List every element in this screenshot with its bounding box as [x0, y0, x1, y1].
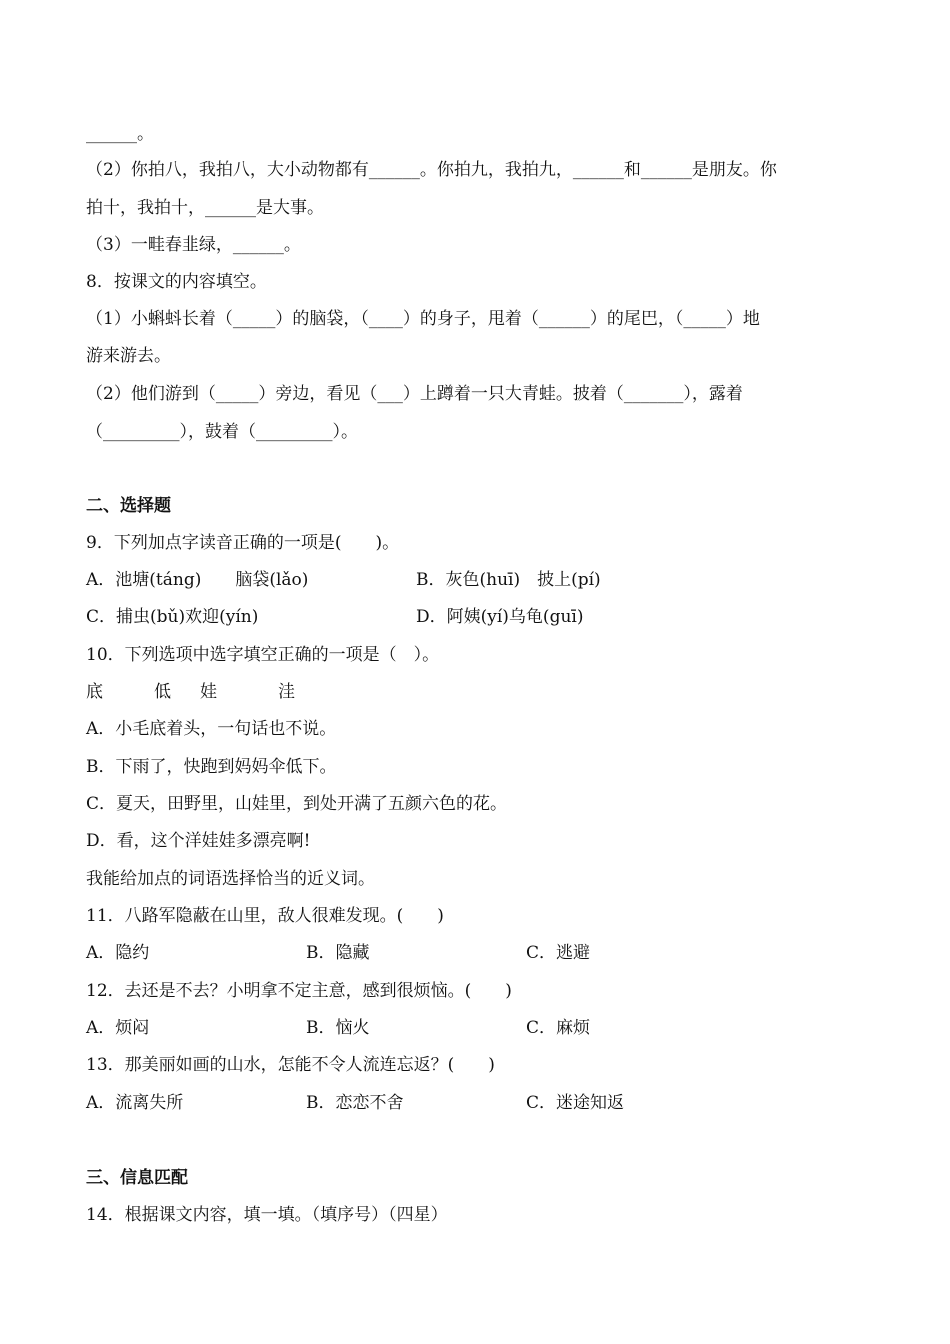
option-c[interactable]: C．捕虫(bǔ)欢迎(yín) — [86, 607, 259, 627]
options-row — [86, 605, 866, 629]
text-line: ______。 — [86, 124, 154, 144]
option-c[interactable]: C．夏天，田野里，山娃里，到处开满了五颜六色的花。 — [86, 794, 508, 814]
text-line: （_________），鼓着（_________）。 — [86, 422, 358, 442]
question-stem: 13．那美丽如画的山水，怎能不令人流连忘返？( ) — [86, 1055, 495, 1075]
options-row — [86, 1016, 786, 1040]
option-b[interactable]: B．下雨了，快跑到妈妈伞低下。 — [86, 757, 337, 777]
option-a[interactable]: A．流离失所 — [86, 1093, 184, 1113]
text-line: 拍十，我拍十，______是大事。 — [86, 198, 324, 218]
option-a[interactable]: A．隐约 — [86, 943, 150, 963]
instruction-text: 我能给加点的词语选择恰当的近义词。 — [86, 869, 375, 889]
option-c[interactable]: C．逃避 — [526, 943, 591, 963]
option-b[interactable]: B．隐藏 — [306, 943, 370, 963]
option-b[interactable]: B．灰色(huī) 披上(pí) — [416, 570, 601, 590]
char-item: 洼 — [278, 682, 295, 702]
question-stem: 10．下列选项中选字填空正确的一项是（ ）。 — [86, 645, 440, 665]
option-b[interactable]: B．恼火 — [306, 1018, 370, 1038]
option-a[interactable]: A．池塘(táng) 脑袋(lǎo) — [86, 570, 309, 590]
question-stem: 11．八路军隐蔽在山里，敌人很难发现。( ) — [86, 906, 444, 926]
text-line: （2）他们游到（_____）旁边，看见（___）上蹲着一只大青蛙。披着（_______），露着 — [86, 384, 743, 404]
text-line: 游来游去。 — [86, 346, 171, 366]
character-set — [86, 680, 386, 704]
option-d[interactable]: D．看，这个洋娃娃多漂亮啊! — [86, 831, 311, 851]
options-row — [86, 568, 866, 592]
option-c[interactable]: C．迷途知返 — [526, 1093, 625, 1113]
question-stem: 12．去还是不去？小明拿不定主意，感到很烦恼。( ) — [86, 981, 512, 1001]
section-title: 二、选择题 — [86, 496, 171, 516]
char-item: 娃 — [200, 682, 217, 702]
options-row — [86, 1091, 786, 1115]
question-stem: 14．根据课文内容，填一填。（填序号）（四星） — [86, 1205, 448, 1225]
question-stem: 9．下列加点字读音正确的一项是( )。 — [86, 533, 400, 553]
text-line: （2）你拍八，我拍八，大小动物都有______。你拍九，我拍九，______和______是朋友。你 — [86, 160, 777, 180]
option-a[interactable]: A．小毛底着头，一句话也不说。 — [86, 719, 337, 739]
options-row — [86, 941, 786, 965]
char-item: 低 — [154, 682, 171, 702]
option-a[interactable]: A．烦闷 — [86, 1018, 150, 1038]
option-c[interactable]: C．麻烦 — [526, 1018, 591, 1038]
section-title: 三、信息匹配 — [86, 1168, 188, 1188]
text-line: （3）一畦春韭绿，______。 — [86, 235, 301, 255]
char-item: 底 — [86, 682, 103, 702]
option-d[interactable]: D．阿姨(yí)乌龟(guī) — [416, 607, 584, 627]
text-line: （1）小蝌蚪长着（_____）的脑袋，（____）的身子，甩着（______）的尾巴，（_____）地 — [86, 309, 760, 329]
option-b[interactable]: B．恋恋不舍 — [306, 1093, 404, 1113]
question-stem: 8．按课文的内容填空。 — [86, 272, 267, 292]
